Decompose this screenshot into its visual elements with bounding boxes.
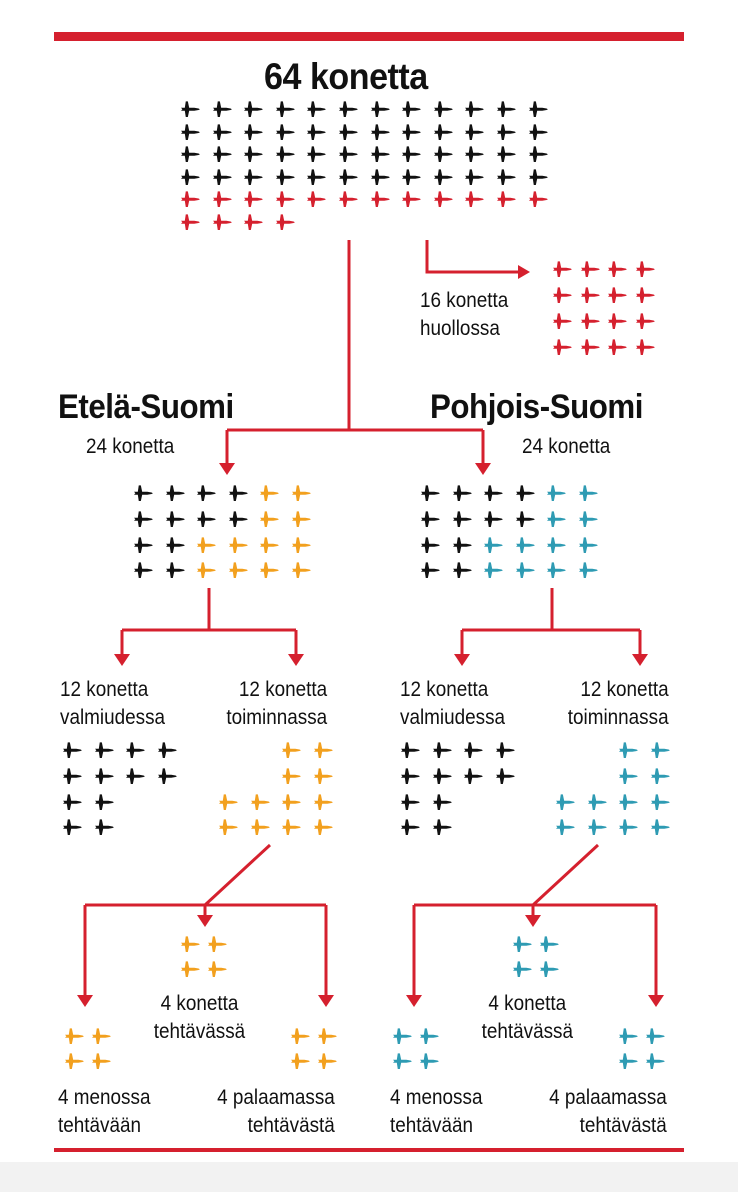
fighter-jet-icon xyxy=(401,190,422,208)
fighter-jet-icon xyxy=(495,767,516,785)
fighter-jet-icon xyxy=(165,484,186,502)
south-mission-label xyxy=(150,990,249,1046)
fighter-jet-icon xyxy=(259,510,280,528)
north-mission-count-text: 4 konetta xyxy=(488,992,567,1015)
fighter-jet-icon xyxy=(250,818,271,836)
fighter-jet-icon xyxy=(275,123,296,141)
fighter-jet-icon xyxy=(580,260,601,278)
fighter-jet-icon xyxy=(496,123,517,141)
fighter-jet-icon xyxy=(338,100,359,118)
north-ready-count-text: 12 konetta xyxy=(400,678,489,701)
fighter-jet-icon xyxy=(552,312,573,330)
fighter-jet-icon xyxy=(528,123,549,141)
fighter-jet-icon xyxy=(91,1052,112,1070)
maintenance-line xyxy=(427,240,518,272)
south-ready-label xyxy=(60,676,165,732)
fighter-jet-icon xyxy=(281,767,302,785)
fighter-jet-icon xyxy=(580,286,601,304)
south-returning-status-text: tehtävästä xyxy=(247,1114,335,1137)
south-diagonal-line xyxy=(205,845,270,905)
fighter-jet-icon xyxy=(650,818,671,836)
fighter-jet-icon xyxy=(607,338,628,356)
fighter-jet-icon xyxy=(452,510,473,528)
fighter-jet-icon xyxy=(207,935,228,953)
fighter-jet-icon xyxy=(496,168,517,186)
fighter-jet-icon xyxy=(496,190,517,208)
fighter-jet-icon xyxy=(212,213,233,231)
fighter-jet-icon xyxy=(259,536,280,554)
fighter-jet-icon xyxy=(552,286,573,304)
fighter-jet-icon xyxy=(392,1027,413,1045)
fighter-jet-icon xyxy=(578,510,599,528)
fighter-jet-icon xyxy=(228,561,249,579)
south-ready-status-text: valmiudessa xyxy=(60,706,166,729)
fighter-jet-icon xyxy=(607,260,628,278)
region-title-south: Etelä-Suomi xyxy=(58,388,234,426)
fighter-jet-icon xyxy=(483,484,504,502)
fighter-jet-icon xyxy=(495,741,516,759)
fighter-jet-icon xyxy=(512,960,533,978)
south-going-label xyxy=(58,1084,150,1140)
fighter-jet-icon xyxy=(464,123,485,141)
fighter-jet-icon xyxy=(539,960,560,978)
fighter-jet-icon xyxy=(275,213,296,231)
fighter-jet-icon xyxy=(313,741,334,759)
fighter-jet-icon xyxy=(306,100,327,118)
fighter-jet-icon xyxy=(243,100,264,118)
fighter-jet-icon xyxy=(125,741,146,759)
fighter-jet-icon xyxy=(433,123,454,141)
fighter-jet-icon xyxy=(635,312,656,330)
fighter-jet-icon xyxy=(645,1052,666,1070)
fighter-jet-icon xyxy=(306,123,327,141)
fighter-jet-icon xyxy=(432,818,453,836)
fighter-jet-icon xyxy=(62,818,83,836)
fighter-jet-icon xyxy=(401,100,422,118)
fighter-jet-icon xyxy=(370,190,391,208)
fighter-jet-icon xyxy=(228,536,249,554)
fighter-jet-icon xyxy=(64,1052,85,1070)
fighter-jet-icon xyxy=(578,561,599,579)
fighter-jet-icon xyxy=(635,260,656,278)
fighter-jet-icon xyxy=(483,561,504,579)
fighter-jet-icon xyxy=(243,190,264,208)
north-ops-arrowhead xyxy=(632,654,648,666)
fighter-jet-icon xyxy=(580,312,601,330)
south-ready-arrowhead xyxy=(114,654,130,666)
north-returning-arrowhead xyxy=(648,995,664,1007)
north-ready-status-text: valmiudessa xyxy=(400,706,506,729)
south-mission-arrowhead xyxy=(197,915,213,927)
fighter-jet-icon xyxy=(555,793,576,811)
north-returning-status-text: tehtävästä xyxy=(579,1114,667,1137)
fighter-jet-icon xyxy=(432,767,453,785)
fighter-jet-icon xyxy=(275,190,296,208)
fighter-jet-icon xyxy=(218,818,239,836)
fighter-jet-icon xyxy=(259,561,280,579)
north-ops-status-text: toiminnassa xyxy=(567,706,669,729)
region-title-north: Pohjois-Suomi xyxy=(430,388,643,426)
fighter-jet-icon xyxy=(463,741,484,759)
fighter-jet-icon xyxy=(212,100,233,118)
fighter-jet-icon xyxy=(338,190,359,208)
fighter-jet-icon xyxy=(306,168,327,186)
fighter-jet-icon xyxy=(165,510,186,528)
fighter-jet-icon xyxy=(433,145,454,163)
fighter-jet-icon xyxy=(228,510,249,528)
fighter-jet-icon xyxy=(555,818,576,836)
fighter-jet-icon xyxy=(546,536,567,554)
north-going-arrowhead xyxy=(406,995,422,1007)
fighter-jet-icon xyxy=(180,190,201,208)
fighter-jet-icon xyxy=(338,168,359,186)
fighter-jet-icon xyxy=(281,818,302,836)
fighter-jet-icon xyxy=(291,561,312,579)
fighter-jet-icon xyxy=(313,767,334,785)
fighter-jet-icon xyxy=(94,767,115,785)
fighter-jet-icon xyxy=(400,793,421,811)
fighter-jet-icon xyxy=(392,1052,413,1070)
fighter-jet-icon xyxy=(618,1052,639,1070)
fighter-jet-icon xyxy=(212,123,233,141)
fighter-jet-icon xyxy=(338,123,359,141)
maintenance-label xyxy=(420,287,508,343)
north-ops-count-text: 12 konetta xyxy=(580,678,669,701)
fighter-jet-icon xyxy=(207,960,228,978)
fighter-jet-icon xyxy=(528,100,549,118)
fighter-jet-icon xyxy=(306,190,327,208)
fighter-jet-icon xyxy=(157,741,178,759)
fighter-jet-icon xyxy=(463,767,484,785)
fighter-jet-icon xyxy=(212,145,233,163)
fighter-jet-icon xyxy=(370,100,391,118)
fighter-jet-icon xyxy=(587,793,608,811)
fighter-jet-icon xyxy=(546,561,567,579)
fighter-jet-icon xyxy=(419,1052,440,1070)
fighter-jet-icon xyxy=(196,536,217,554)
fighter-jet-icon xyxy=(618,767,639,785)
fighter-jet-icon xyxy=(432,741,453,759)
north-ready-label xyxy=(400,676,505,732)
fighter-jet-icon xyxy=(401,168,422,186)
fighter-jet-icon xyxy=(180,960,201,978)
fighter-jet-icon xyxy=(180,213,201,231)
fighter-jet-icon xyxy=(281,793,302,811)
south-count-label: 24 konetta xyxy=(86,435,175,458)
fighter-jet-icon xyxy=(618,793,639,811)
fighter-jet-icon xyxy=(420,510,441,528)
fighter-jet-icon xyxy=(338,145,359,163)
fighter-jet-icon xyxy=(420,484,441,502)
fighter-jet-icon xyxy=(250,793,271,811)
fighter-jet-icon xyxy=(432,793,453,811)
fighter-jet-icon xyxy=(133,561,154,579)
south-returning-label xyxy=(198,1084,335,1140)
fighter-jet-icon xyxy=(94,741,115,759)
south-ops-label xyxy=(212,676,327,732)
fighter-jet-icon xyxy=(587,818,608,836)
fighter-jet-icon xyxy=(165,536,186,554)
fighter-jet-icon xyxy=(452,536,473,554)
fighter-jet-icon xyxy=(618,818,639,836)
north-arrowhead xyxy=(475,463,491,475)
fighter-jet-icon xyxy=(291,510,312,528)
fighter-jet-icon xyxy=(370,123,391,141)
fighter-jet-icon xyxy=(243,168,264,186)
fighter-jet-icon xyxy=(165,561,186,579)
fighter-jet-icon xyxy=(607,286,628,304)
fighter-jet-icon xyxy=(618,1027,639,1045)
fighter-jet-icon xyxy=(433,190,454,208)
fighter-jet-icon xyxy=(496,100,517,118)
fighter-jet-icon xyxy=(62,793,83,811)
fighter-jet-icon xyxy=(483,510,504,528)
north-diagonal-line xyxy=(533,845,598,905)
north-returning-count-text: 4 palaamassa xyxy=(549,1086,667,1109)
fighter-jet-icon xyxy=(400,741,421,759)
fighter-jet-icon xyxy=(464,100,485,118)
fighter-jet-icon xyxy=(64,1027,85,1045)
fighter-jet-icon xyxy=(512,935,533,953)
fighter-jet-icon xyxy=(464,168,485,186)
fighter-jet-icon xyxy=(400,767,421,785)
north-count-label: 24 konetta xyxy=(522,435,611,458)
south-returning-arrowhead xyxy=(318,995,334,1007)
fighter-jet-icon xyxy=(420,536,441,554)
fighter-jet-icon xyxy=(228,484,249,502)
north-mission-status-text: tehtävässä xyxy=(481,1020,574,1043)
fighter-jet-icon xyxy=(291,484,312,502)
south-mission-status-text: tehtävässä xyxy=(153,1020,246,1043)
fighter-jet-icon xyxy=(401,145,422,163)
south-ops-status-text: toiminnassa xyxy=(226,706,328,729)
fighter-jet-icon xyxy=(552,260,573,278)
north-returning-label xyxy=(530,1084,667,1140)
south-going-count-text: 4 menossa xyxy=(58,1086,151,1109)
fighter-jet-icon xyxy=(317,1027,338,1045)
fighter-jet-icon xyxy=(496,145,517,163)
fighter-jet-icon xyxy=(420,561,441,579)
fighter-jet-icon xyxy=(528,168,549,186)
fighter-jet-icon xyxy=(243,123,264,141)
fighter-jet-icon xyxy=(650,767,671,785)
fighter-jet-icon xyxy=(635,338,656,356)
fighter-jet-icon xyxy=(539,935,560,953)
fighter-jet-icon xyxy=(133,484,154,502)
fighter-jet-icon xyxy=(370,168,391,186)
fighter-jet-icon xyxy=(180,145,201,163)
fighter-jet-icon xyxy=(212,190,233,208)
fighter-jet-icon xyxy=(313,793,334,811)
north-going-status-text: tehtävään xyxy=(390,1114,474,1137)
fighter-jet-icon xyxy=(91,1027,112,1045)
fighter-jet-icon xyxy=(317,1052,338,1070)
south-returning-count-text: 4 palaamassa xyxy=(217,1086,335,1109)
fighter-jet-icon xyxy=(180,100,201,118)
north-mission-arrowhead xyxy=(525,915,541,927)
fighter-jet-icon xyxy=(133,510,154,528)
fighter-jet-icon xyxy=(578,536,599,554)
fighter-jet-icon xyxy=(259,484,280,502)
fighter-jet-icon xyxy=(452,484,473,502)
north-going-label xyxy=(390,1084,482,1140)
north-mission-label xyxy=(476,990,579,1046)
fighter-jet-icon xyxy=(618,741,639,759)
fighter-jet-icon xyxy=(180,935,201,953)
south-ops-arrowhead xyxy=(288,654,304,666)
fighter-jet-icon xyxy=(243,145,264,163)
fighter-jet-icon xyxy=(62,741,83,759)
south-ops-count-text: 12 konetta xyxy=(238,678,328,701)
fighter-jet-icon xyxy=(275,168,296,186)
fighter-jet-icon xyxy=(290,1052,311,1070)
fighter-jet-icon xyxy=(635,286,656,304)
fighter-jet-icon xyxy=(528,190,549,208)
fighter-jet-icon xyxy=(306,145,327,163)
fighter-jet-icon xyxy=(218,793,239,811)
fighter-jet-icon xyxy=(483,536,504,554)
fighter-jet-icon xyxy=(180,123,201,141)
fighter-jet-icon xyxy=(515,536,536,554)
maintenance-status-text: huollossa xyxy=(420,317,500,340)
maintenance-arrowhead xyxy=(518,265,530,279)
fighter-jet-icon xyxy=(196,510,217,528)
fighter-jet-icon xyxy=(464,145,485,163)
fighter-jet-icon xyxy=(650,793,671,811)
fighter-jet-icon xyxy=(370,145,391,163)
maintenance-count-text: 16 konetta xyxy=(420,289,509,312)
south-arrowhead xyxy=(219,463,235,475)
fighter-jet-icon xyxy=(546,510,567,528)
fighter-jet-icon xyxy=(401,123,422,141)
fighter-jet-icon xyxy=(133,536,154,554)
south-going-arrowhead xyxy=(77,995,93,1007)
fighter-jet-icon xyxy=(452,561,473,579)
fighter-jet-icon xyxy=(62,767,83,785)
fighter-jet-icon xyxy=(94,818,115,836)
fighter-jet-icon xyxy=(546,484,567,502)
fighter-jet-icon xyxy=(290,1027,311,1045)
fighter-jet-icon xyxy=(580,338,601,356)
fighter-jet-icon xyxy=(552,338,573,356)
fighter-jet-icon xyxy=(528,145,549,163)
fighter-jet-icon xyxy=(94,793,115,811)
fighter-jet-icon xyxy=(607,312,628,330)
fighter-jet-icon xyxy=(313,818,334,836)
total-title: 64 konetta xyxy=(264,56,428,97)
fighter-jet-icon xyxy=(125,767,146,785)
fighter-jet-icon xyxy=(291,536,312,554)
fighter-jet-icon xyxy=(196,484,217,502)
fighter-jet-icon xyxy=(281,741,302,759)
south-going-status-text: tehtävään xyxy=(58,1114,142,1137)
fighter-jet-icon xyxy=(515,510,536,528)
north-ops-label xyxy=(548,676,669,732)
fighter-jet-icon xyxy=(515,561,536,579)
fighter-jet-icon xyxy=(275,100,296,118)
fighter-jet-icon xyxy=(433,100,454,118)
fighter-jet-icon xyxy=(650,741,671,759)
north-going-count-text: 4 menossa xyxy=(390,1086,483,1109)
south-ready-count-text: 12 konetta xyxy=(60,678,149,701)
fighter-jet-icon xyxy=(212,168,233,186)
south-mission-count-text: 4 konetta xyxy=(160,992,239,1015)
fighter-jet-icon xyxy=(578,484,599,502)
fighter-jet-icon xyxy=(419,1027,440,1045)
fighter-jet-icon xyxy=(464,190,485,208)
fighter-jet-icon xyxy=(196,561,217,579)
fighter-jet-icon xyxy=(515,484,536,502)
fighter-jet-icon xyxy=(157,767,178,785)
fighter-jet-icon xyxy=(645,1027,666,1045)
fighter-jet-icon xyxy=(400,818,421,836)
north-ready-arrowhead xyxy=(454,654,470,666)
fighter-jet-icon xyxy=(180,168,201,186)
fighter-jet-icon xyxy=(433,168,454,186)
fighter-jet-icon xyxy=(243,213,264,231)
fighter-jet-icon xyxy=(275,145,296,163)
